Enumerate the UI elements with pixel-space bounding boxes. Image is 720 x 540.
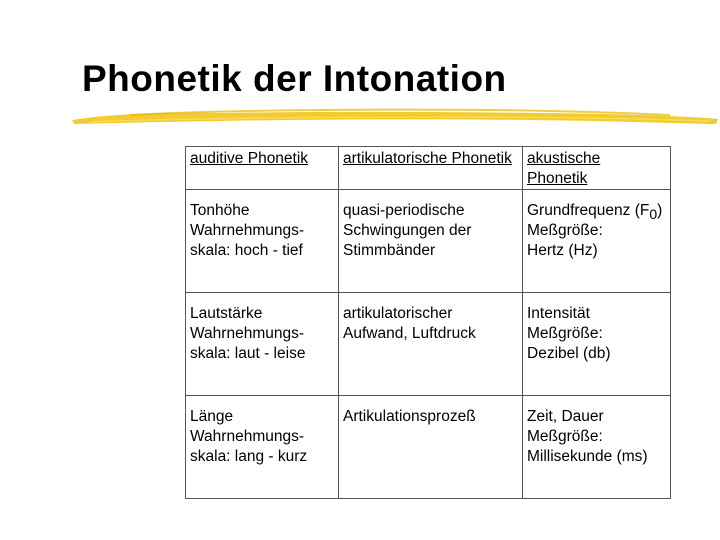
cell-line: Wahrnehmungs-	[190, 325, 305, 342]
cell-acoustic	[523, 293, 671, 396]
cell-auditive	[186, 293, 339, 396]
header-line: artikulatorische Phonetik	[343, 150, 512, 167]
cell-articulatory	[339, 396, 523, 499]
cell-line: Zeit, Dauer	[527, 408, 604, 425]
header-auditive	[186, 147, 339, 190]
header-acoustic	[523, 147, 671, 190]
title-underline-stroke	[70, 106, 720, 128]
cell-line: Tonhöhe	[190, 202, 250, 219]
header-line: auditive Phonetik	[190, 150, 309, 167]
cell-line: Lautstärke	[190, 305, 263, 322]
cell-line: Meßgröße:	[527, 428, 603, 445]
cell-auditive	[186, 190, 339, 293]
cell-line: Intensität	[527, 305, 590, 322]
cell-line: Länge	[190, 408, 234, 425]
cell-line: Hertz (Hz)	[527, 242, 598, 259]
cell-line: Meßgröße:	[527, 325, 603, 342]
cell-line: Millisekunde (ms)	[527, 448, 648, 465]
cell-line: Wahrnehmungs-	[190, 222, 305, 239]
cell-line: Stimmbänder	[343, 242, 436, 259]
cell-line: Dezibel (db)	[527, 345, 611, 362]
phonetics-table	[185, 146, 671, 499]
cell-line: Aufwand, Luftdruck	[343, 325, 476, 342]
cell-line-f0	[527, 201, 666, 221]
cell-articulatory	[339, 293, 523, 396]
table-row-pitch	[186, 190, 671, 293]
f0-close: )	[657, 202, 663, 219]
header-line: Phonetik	[527, 170, 588, 187]
cell-line: Schwingungen der	[343, 222, 472, 239]
table-row-loudness	[186, 293, 671, 396]
cell-line: skala: hoch - tief	[190, 242, 303, 259]
table-row-length	[186, 396, 671, 499]
cell-articulatory	[339, 190, 523, 293]
cell-line: Artikulationsprozeß	[343, 408, 476, 425]
f0-subscript: 0	[649, 206, 658, 222]
cell-auditive	[186, 396, 339, 499]
cell-line: artikulatorischer	[343, 305, 453, 322]
cell-acoustic	[523, 396, 671, 499]
cell-line: skala: lang - kurz	[190, 448, 308, 465]
header-articulatory	[339, 147, 523, 190]
header-line: akustische	[527, 150, 601, 167]
slide-title: Phonetik der Intonation	[82, 58, 507, 99]
f0-label: Grundfrequenz (F	[527, 202, 650, 219]
cell-acoustic	[523, 190, 671, 293]
cell-line: Wahrnehmungs-	[190, 428, 305, 445]
cell-line: quasi-periodische	[343, 202, 465, 219]
cell-line: skala: laut - leise	[190, 345, 306, 362]
cell-line: Meßgröße:	[527, 222, 603, 239]
table-header-row	[186, 147, 671, 190]
